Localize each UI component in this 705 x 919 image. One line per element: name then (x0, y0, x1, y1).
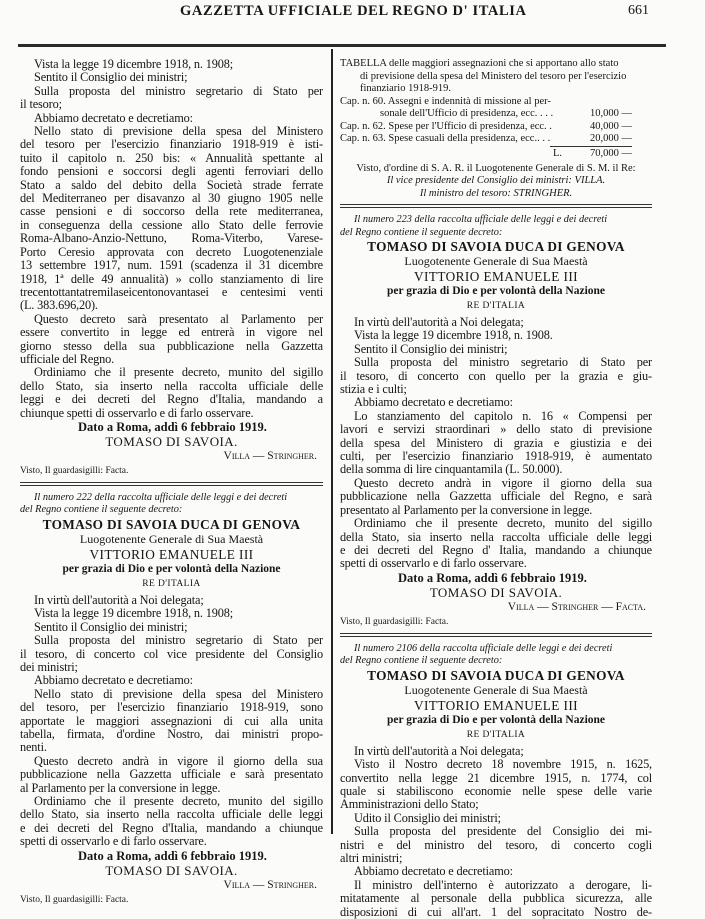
paragraph-line: della somma di lire cinquantamila (L. 50.000). (340, 462, 563, 477)
table-signatory: Il ministro del tesoro: STRINGHER. (419, 187, 573, 199)
decree-intro: Il numero 223 della raccolta ufficiale delle leggi e dei decreti (354, 214, 608, 225)
paragraph-line: convertito nella legge 21 dicembre 1915, n. 1774, col (340, 770, 652, 785)
block-p (340, 745, 652, 758)
paragraph-line: Visto il Nostro decreto 18 novembre 1915, n. 1625, (354, 757, 652, 772)
block-h4 (20, 562, 323, 577)
paragraph-line: Abbiamo decretato e decretiamo: (34, 673, 193, 688)
paragraph-line: Ordiniamo che il presente decreto, munito del sigillo (354, 516, 652, 531)
paragraph-line: Abbiamo decretato e decretiamo: (354, 864, 513, 879)
paragraph-line: Vista la legge 19 dicembre 1918, n. 1908. (354, 328, 553, 343)
paragraph-line: In virtù dell'autorità a Noi delegata; (354, 743, 524, 758)
table-row-amount (562, 96, 652, 109)
block-trow (340, 133, 652, 146)
paragraph-line: casse pensioni e di soccorso della rete mediterranea, (20, 204, 323, 219)
paragraph-line: Sulla proposta del presidente del Consiglio dei mi- (354, 824, 652, 839)
paragraph-line: pubblicazione nella Gazzetta ufficiale del Regno, e sarà (340, 489, 652, 504)
table-title: finanziario 1918-919. (360, 83, 451, 94)
block-p (20, 621, 323, 634)
table-row (340, 108, 652, 121)
heading-king: VITTORIO EMANUELE III (414, 697, 578, 713)
block-p (20, 125, 323, 313)
table-row-label: L. (552, 147, 562, 159)
block-cs (340, 600, 652, 615)
paragraph-line: dello Stato, sia inserto nella raccolta ufficiale delle (20, 378, 323, 393)
block-dated (340, 571, 652, 585)
heading-lieutenant: Luogotenente Generale di Sua Maestà (404, 254, 588, 268)
decree-intro: del Regno contiene il seguente decreto: (340, 226, 503, 238)
paragraph-line: quale si stabiliscono economie nelle spese delle varie (340, 783, 652, 798)
paragraph-line: Porto Ceresio approvata con decreto Luogotenenziale (20, 244, 323, 259)
block-cs (20, 449, 323, 464)
header-rule (18, 44, 666, 47)
paragraph-line: Lo stanziamento del capitolo n. 16 « Compensi per (354, 408, 652, 423)
paragraph-line: stizia e i culti; (340, 382, 407, 397)
page-number: 661 (628, 3, 649, 18)
paragraph-line: leggi e dei decreti del Regno d'Italia, mandando a (20, 392, 323, 407)
heading-regent: TOMASO DI SAVOIA DUCA DI GENOVA (42, 516, 301, 532)
block-sig (20, 863, 323, 878)
paragraph-line: trecentottantatremilaseicentonovantasei e centesimi venti (20, 284, 323, 299)
paragraph-line: in conseguenza della cessione allo Stato delle ferrovie (20, 217, 323, 232)
paragraph-line: mitatamente al personale della pubblica sicurezza, alle (340, 891, 652, 906)
heading-lieutenant: Luogotenente Generale di Sua Maestà (404, 682, 588, 697)
block-trow (340, 96, 652, 109)
keeper-of-seals-visa: Visto, Il guardasigilli: Facta. (20, 894, 129, 905)
keeper-of-seals-visa: Visto, Il guardasigilli: Facta. (20, 465, 129, 476)
heading-re-italia: RE D'ITALIA (142, 578, 201, 589)
block-p (20, 313, 323, 367)
paragraph-line: nistri e del ministro del tesoro, di concerto cogli (340, 837, 652, 852)
block-dated (20, 849, 323, 863)
block-p (20, 594, 323, 607)
block-p (20, 634, 323, 674)
decree-intro: del Regno contiene il seguente decreto: (340, 655, 503, 667)
block-h1 (340, 668, 652, 683)
block-h2 (340, 683, 652, 698)
block-p (20, 85, 323, 112)
block-p (20, 71, 323, 84)
paragraph-line: Questo decreto andrà in vigore il giorno della sua (354, 475, 652, 490)
block-p (340, 356, 652, 396)
table-title: TABELLA delle maggiori assegnazioni che si apportano allo stato (340, 58, 619, 69)
heading-re-italia: RE D'ITALIA (466, 301, 526, 311)
paragraph-line: fondo pensioni e soccorsi degli agenti ferroviari dello (20, 164, 323, 179)
block-tsig (340, 163, 652, 176)
paragraph-line: del Mediterraneo per disavanzo al 30 giugno 1905 nelle (20, 191, 323, 206)
paragraph-line: Sentito il Consiglio dei ministri; (354, 341, 508, 356)
heading-re-italia: RE D'ITALIA (466, 729, 526, 740)
block-p (340, 758, 652, 812)
block-p (20, 674, 323, 687)
decree-intro: del Regno contiene il seguente decreto: (20, 504, 183, 516)
block-sig (20, 434, 323, 449)
block-pcont (340, 879, 652, 919)
block-p (340, 329, 652, 342)
block-dated (20, 420, 323, 434)
block-h2 (20, 532, 323, 547)
heading-regent: TOMASO DI SAVOIA DUCA DI GENOVA (367, 667, 625, 683)
paragraph-line: lavori e servizi straordinari » dello stato di previsione (340, 422, 652, 437)
paragraph-line: Roma-Albano-Anzio-Nettuno, Roma-Viterbo, Varese- (20, 231, 323, 246)
heading-grace: per grazia di Dio e per volontà della Nazione (386, 285, 606, 297)
block-intro (20, 492, 323, 517)
paragraph-line: Sentito il Consiglio dei ministri; (34, 619, 188, 634)
block-h2 (340, 254, 652, 269)
paragraph-line: 1918, 1ª delle 49 annualità) » collo stanziamento di lire (20, 271, 323, 286)
paragraph-line: Il ministro dell'interno è autorizzato a derogare, li- (354, 877, 652, 892)
paragraph-line: ufficiale del Regno. (20, 351, 115, 366)
block-trow (340, 121, 652, 134)
paragraph-line: 13 settembre 1917, num. 1591 (scadenza il 31 dicembre (20, 258, 323, 273)
paragraph-line: disposizioni di cui all'art. 1 del sopracitato Nostro de- (340, 904, 652, 919)
block-p (340, 410, 652, 477)
heading-king: VITTORIO EMANUELE III (89, 546, 254, 562)
paragraph-line: presentato al Parlamento per la conversione in legge. (340, 502, 593, 517)
paragraph-line: e dei decreti del Regno d' Italia, mandando a chiunque (340, 542, 652, 557)
decree-intro: Il numero 222 della raccolta ufficiale delle leggi e dei decreti (34, 491, 288, 503)
block-h5 (340, 299, 652, 314)
block-h5 (20, 577, 323, 592)
block-tabind (340, 71, 652, 96)
paragraph-line: pubblicazione nella Gazzetta ufficiale e sarà presentato (20, 767, 323, 782)
table-row (550, 146, 632, 161)
block-p (20, 607, 323, 620)
paragraph-line: del tesoro, per l'esercizio finanziario 1918-919, sono (20, 700, 323, 715)
table-row-amount: 70,000 — (590, 147, 632, 159)
block-p (20, 58, 323, 71)
date-line: Dato a Roma, addì 6 febbraio 1919. (78, 848, 267, 863)
paragraph-line: spetti di osservarlo e di farlo osservare. (20, 834, 207, 849)
table-row-label: sonale dell'Ufficio di presidenza, ecc. . . . (380, 108, 554, 119)
right-column (340, 58, 652, 919)
paragraph-line: al Parlamento per la conversione in legge. (20, 780, 221, 795)
paragraph-line: In virtù dell'autorità a Noi delegata; (34, 592, 204, 607)
gazette-title: GAZZETTA UFFICIALE DEL REGNO D' ITALIA (180, 3, 527, 19)
paragraph-line: (L. 383.696,20). (20, 298, 98, 313)
countersignatures: Villa — Stringher — Facta. (507, 600, 646, 613)
paragraph-line: della Stato, sia inserto nella raccolta ufficiale delle leggi (340, 529, 652, 544)
paragraph-line: il tesoro; (20, 97, 62, 112)
block-p (340, 396, 652, 409)
block-p (340, 812, 652, 825)
section-divider (340, 204, 652, 208)
heading-king: VITTORIO EMANUELE III (414, 269, 578, 284)
paragraph-line: Ordiniamo che il presente decreto, munito del sigillo (34, 365, 323, 380)
paragraph-line: nenti. (20, 740, 47, 755)
table-row (340, 96, 652, 109)
paragraph-line: Sulla proposta del ministro segretario di Stato per (34, 633, 323, 648)
table-row-label: Cap. n. 63. Spese casuali della presidenza, ecc.. . . (340, 133, 551, 144)
block-intro (340, 643, 652, 668)
countersignatures: Villa — Stringher. (223, 449, 317, 462)
table-row-amount: 40,000 — (590, 120, 632, 132)
decree-intro: Il numero 2106 della raccolta ufficiale delle leggi e dei decreti (354, 642, 613, 654)
block-tsigit (340, 175, 652, 200)
block-p (340, 477, 652, 517)
paragraph-line: Udito il Consiglio dei ministri; (354, 810, 501, 825)
date-line: Dato a Roma, addì 6 febbraio 1919. (78, 419, 267, 434)
paragraph-line: In virtù dell'autorità a Noi delegata; (354, 315, 524, 329)
block-h1 (20, 517, 323, 532)
table-row-label: Cap. n. 60. Assegni e indennità di missione al per- (340, 95, 551, 107)
paragraph-line: il tesoro, di concerto con quello per la grazia e giu- (340, 368, 652, 383)
signature: TOMASO DI SAVOIA. (105, 862, 238, 878)
section-divider (20, 482, 323, 486)
block-h4 (340, 284, 652, 299)
block-p (20, 366, 323, 420)
left-column (20, 58, 323, 909)
paragraph-line: della spesa del Ministero di grazia e giustizia e dei (340, 435, 652, 450)
signature: TOMASO DI SAVOIA. (105, 433, 238, 449)
block-sig (340, 585, 652, 600)
block-p (20, 112, 323, 125)
paragraph-line: Abbiamo decretato e decretiamo: (354, 395, 513, 410)
paragraph-line: Nello stato di previsione della spesa del Ministero (34, 124, 323, 139)
block-p (340, 825, 652, 865)
block-intro (340, 214, 652, 239)
paragraph-line: Ordiniamo che il presente decreto, munito del sigillo (34, 794, 323, 809)
table-row-amount: 10,000 — (590, 108, 632, 119)
block-h3 (340, 269, 652, 284)
block-h4 (340, 713, 652, 728)
table-row (340, 121, 652, 134)
paragraph-line: Questo decreto andrà in vigore il giorno della sua (34, 753, 323, 768)
heading-grace: per grazia di Dio e per volontà della Nazione (386, 713, 606, 726)
paragraph-line: essere convertito in legge ed entrerà in vigore nel (20, 325, 323, 340)
paragraph-line: apportate le maggiori assegnazioni di cui alla unita (20, 713, 323, 728)
paragraph-line: Amministrazioni dello Stato; (340, 797, 479, 812)
block-visto (20, 464, 323, 478)
paragraph-line: Sulla proposta del ministro segretario di Stato per (34, 83, 323, 98)
paragraph-line: del tesoro per l'esercizio finanziario 1918-919 è isti- (20, 137, 323, 152)
paragraph-line: altri ministri; (340, 850, 403, 865)
heading-regent: TOMASO DI SAVOIA DUCA DI GENOVA (367, 239, 625, 254)
block-p (340, 517, 652, 571)
table-row-label: Cap. n. 62. Spese per l'Ufficio di presidenza, ecc. . (340, 120, 552, 132)
paragraph-line: Questo decreto sarà presentato al Parlamento per (34, 311, 323, 326)
countersignatures: Villa — Stringher. (223, 878, 317, 891)
block-p (20, 795, 323, 849)
heading-lieutenant: Luogotenente Generale di Sua Maestà (79, 531, 264, 546)
paragraph-line: Sulla proposta del ministro segretario di Stato per (354, 355, 652, 370)
keeper-of-seals-visa: Visto, Il guardasigilli: Facta. (340, 616, 449, 627)
block-h5 (340, 728, 652, 743)
paragraph-line: il tesoro, di concerto col vice presidente del Consiglio (20, 646, 323, 661)
paragraph-line: spetti di osservarlo e di farlo osservare. (340, 556, 527, 571)
table-signatory: Il vice presidente del Consiglio dei ministri: VILLA. (386, 175, 606, 186)
block-trowind (340, 108, 652, 121)
table-visa: Visto, d'ordine di S. A. R. il Luogotenente Generale di S. M. il Re: (356, 162, 636, 174)
paragraph-line: Abbiamo decretato e decretiamo: (34, 110, 193, 125)
table-row (340, 133, 652, 146)
block-cs (20, 878, 323, 893)
section-divider (340, 633, 652, 637)
paragraph-line: giorno stesso della sua pubblicazione nella Gazzetta (20, 338, 323, 353)
paragraph-line: tabella, firmata, d'ordine Nostro, dai ministri propo- (20, 727, 323, 742)
table-title: di previsione della spesa del Ministero del tesoro per l'esercizio (360, 70, 627, 82)
paragraph-line: Sentito il Consiglio dei ministri; (34, 70, 188, 85)
block-h1 (340, 239, 652, 254)
column-divider (331, 49, 333, 834)
block-p (340, 316, 652, 329)
paragraph-line: Nello stato di previsione della spesa del Ministero (34, 686, 323, 701)
block-visto (340, 615, 652, 629)
block-tab (340, 58, 652, 71)
block-p (20, 755, 323, 795)
paragraph-line: Stato a saldo del debito della Società strade ferrate (20, 177, 323, 192)
block-h3 (20, 547, 323, 562)
paragraph-line: chiunque spetti di osservarlo e di farlo osservare. (20, 405, 254, 420)
block-p (340, 343, 652, 356)
block-ttot (340, 146, 652, 161)
paragraph-line: Vista la legge 19 dicembre 1918, n. 1908; (34, 57, 234, 71)
signature: TOMASO DI SAVOIA. (429, 584, 563, 600)
block-p (340, 865, 652, 878)
heading-grace: per grazia di Dio e per volontà della Nazione (62, 562, 281, 575)
block-p (20, 688, 323, 755)
paragraph-line: culti, per l'esercizio finanziario 1918-919, è aumentato (340, 449, 652, 464)
paragraph-line: dei ministri; (20, 660, 78, 674)
date-line: Dato a Roma, addì 6 febbraio 1919. (398, 570, 587, 585)
paragraph-line: dello Stato, sia inserto nella raccolta ufficiale delle leggi (20, 807, 323, 822)
table-row-amount: 20,000 — (590, 133, 632, 144)
paragraph-line: Vista la legge 19 dicembre 1918, n. 1908; (34, 606, 234, 621)
block-h3 (340, 698, 652, 713)
paragraph-line: e dei decreti del Regno d'Italia, mandando a chiunque (20, 820, 323, 835)
paragraph-line: tuito il capitolo n. 250 bis: « Annualità spettante al (20, 150, 323, 165)
